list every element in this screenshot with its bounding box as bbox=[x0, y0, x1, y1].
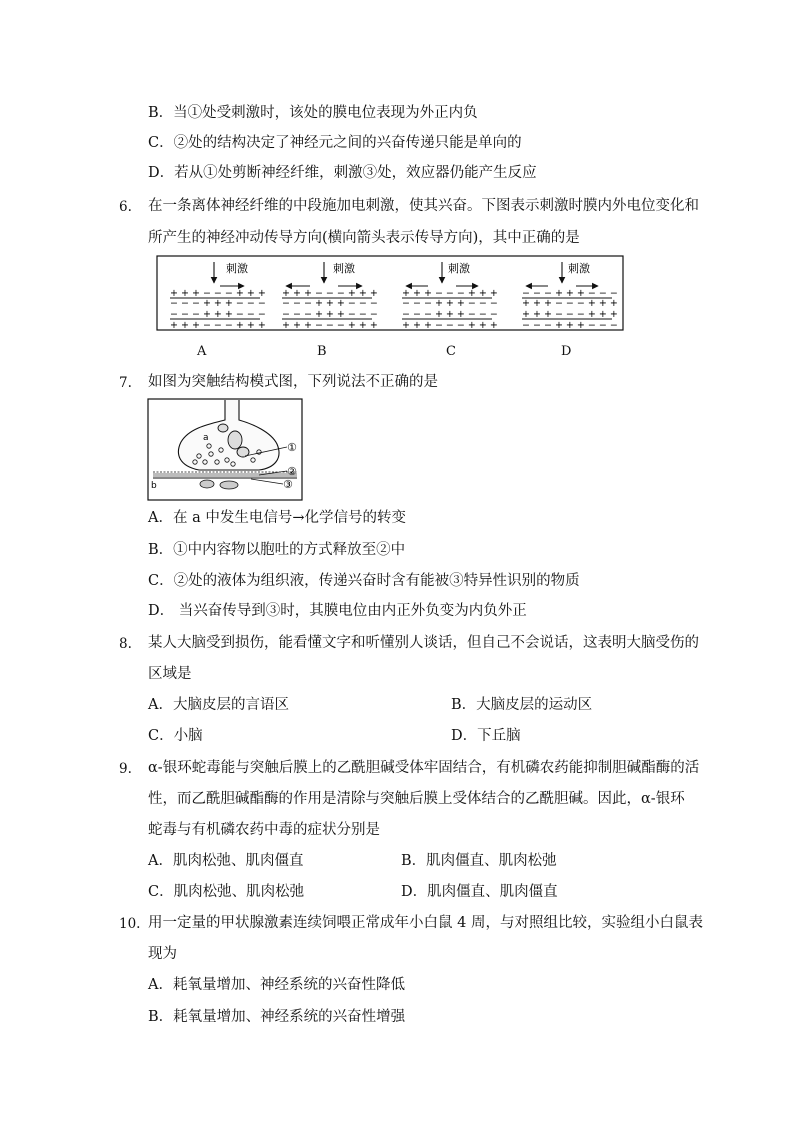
label-a: a bbox=[203, 433, 209, 443]
q9-option-b: B．肌肉僵直、肌肉松弛 bbox=[401, 853, 557, 869]
post-mitochondrion bbox=[200, 480, 214, 488]
charge-row-3: − − − + + + − − − bbox=[402, 309, 498, 320]
q6-panel-d bbox=[522, 261, 618, 331]
q8-option-d: D．下丘脑 bbox=[451, 728, 521, 744]
charge-row-2: − − − + + + − − − bbox=[170, 298, 266, 309]
q10-option-a: A．耗氧量增加、神经系统的兴奋性降低 bbox=[148, 977, 405, 993]
stimulus-label: 刺激 bbox=[226, 262, 248, 275]
charge-row-2: + + + − − − + + + bbox=[522, 298, 618, 309]
stimulus-label: 刺激 bbox=[568, 262, 590, 275]
charge-row-2: − − − + + + − − − bbox=[282, 298, 378, 309]
charge-row-1: + + + − − − + + + bbox=[170, 288, 266, 299]
q8-option-c: C．小脑 bbox=[148, 728, 203, 744]
q6-label-a: A bbox=[197, 344, 207, 359]
q9-number: 9. bbox=[119, 761, 132, 777]
marker-1: ① bbox=[287, 441, 297, 454]
synaptic-cleft bbox=[153, 473, 297, 477]
charge-row-1: + + + − − − + + + bbox=[402, 288, 498, 299]
q5-option-b: B．当①处受刺激时，该处的膜电位表现为外正内负 bbox=[148, 105, 478, 121]
q8-stem-line2: 区域是 bbox=[148, 666, 192, 682]
q7-number: 7. bbox=[119, 375, 132, 391]
q6-nerve-figure bbox=[156, 255, 624, 331]
charge-row-4: + + + − − − + + + bbox=[402, 320, 498, 331]
charge-row-3: + + + − − − + + + bbox=[522, 309, 618, 320]
charge-row-3: − − − + + + − − − bbox=[282, 309, 378, 320]
q7-stem: 如图为突触结构模式图，下列说法不正确的是 bbox=[148, 374, 438, 390]
q10-number: 10. bbox=[119, 916, 141, 932]
charge-row-4: + + + − − − + + + bbox=[282, 320, 378, 331]
post-mitochondrion bbox=[220, 481, 238, 489]
charge-row-1: + + + − − − + + + bbox=[282, 288, 378, 299]
q6-panel-c bbox=[402, 261, 498, 331]
mitochondrion bbox=[228, 431, 242, 449]
label-b: b bbox=[151, 481, 157, 491]
q5-option-d: D．若从①处剪断神经纤维，刺激③处，效应器仍能产生反应 bbox=[148, 165, 537, 181]
stimulus-label: 刺激 bbox=[333, 262, 355, 275]
q6-label-c: C bbox=[446, 344, 456, 359]
leader-3 bbox=[251, 479, 283, 484]
q6-label-b: B bbox=[317, 344, 327, 359]
q10-stem-line1: 用一定量的甲状腺激素连续饲喂正常成年小白鼠 4 周，与对照组比较，实验组小白鼠表 bbox=[148, 915, 703, 931]
q9-stem-line3: 蛇毒与有机磷农药中毒的症状分别是 bbox=[148, 822, 380, 838]
q9-stem-line1: α-银环蛇毒能与突触后膜上的乙酰胆碱受体牢固结合，有机磷农药能抑制胆碱酯酶的活 bbox=[148, 760, 700, 776]
q8-number: 8. bbox=[119, 636, 132, 652]
q8-option-b: B．大脑皮层的运动区 bbox=[451, 697, 593, 713]
charge-row-2: − − − + + + − − − bbox=[402, 298, 498, 309]
q6-panel-a bbox=[170, 261, 266, 331]
stimulus-label: 刺激 bbox=[448, 262, 470, 275]
q5-option-c: C．②处的结构决定了神经元之间的兴奋传递只能是单向的 bbox=[148, 135, 522, 151]
q9-stem-line2: 性，而乙酰胆碱酯酶的作用是清除与突触后膜上受体结合的乙酰胆碱。因此，α-银环 bbox=[148, 791, 685, 807]
q7-option-d: D． 当兴奋传导到③时，其膜电位由内正外负变为内负外正 bbox=[148, 603, 527, 619]
charge-row-4: + + + − − − + + + bbox=[170, 320, 266, 331]
q7-option-a: A．在 a 中发生电信号→化学信号的转变 bbox=[148, 510, 406, 526]
q7-synapse-figure bbox=[147, 398, 303, 501]
mitochondrion bbox=[218, 424, 228, 432]
q9-option-c: C．肌肉松弛、肌肉松弛 bbox=[148, 884, 305, 900]
charge-row-4: − − − + + + − − − bbox=[522, 320, 618, 331]
q6-number: 6. bbox=[119, 199, 132, 215]
q9-option-a: A．肌肉松弛、肌肉僵直 bbox=[148, 853, 304, 869]
q6-label-d: D bbox=[561, 344, 572, 359]
q8-stem-line1: 某人大脑受到损伤，能看懂文字和听懂别人谈话，但自己不会说话，这表明大脑受伤的 bbox=[148, 635, 699, 651]
q10-option-b: B．耗氧量增加、神经系统的兴奋性增强 bbox=[148, 1009, 406, 1025]
q6-panel-b bbox=[282, 261, 378, 331]
q6-stem-line1: 在一条离体神经纤维的中段施加电刺激，使其兴奋。下图表示刺激时膜内外电位变化和 bbox=[148, 198, 699, 214]
q9-option-d: D．肌肉僵直、肌肉僵直 bbox=[401, 884, 558, 900]
q8-option-a: A．大脑皮层的言语区 bbox=[148, 697, 289, 713]
marker-3: ③ bbox=[283, 478, 293, 491]
marker-2: ② bbox=[287, 465, 297, 478]
charge-row-1: − − − + + + − − − bbox=[522, 288, 618, 299]
q10-stem-line2: 现为 bbox=[148, 946, 177, 962]
charge-row-3: − − − + + + − − − bbox=[170, 309, 266, 320]
q7-option-b: B．①中内容物以胞吐的方式释放至②中 bbox=[148, 542, 406, 558]
q7-option-c: C．②处的液体为组织液，传递兴奋时含有能被③特异性识别的物质 bbox=[148, 573, 580, 589]
q6-stem-line2: 所产生的神经冲动传导方向(横向箭头表示传导方向)，其中正确的是 bbox=[148, 230, 580, 246]
